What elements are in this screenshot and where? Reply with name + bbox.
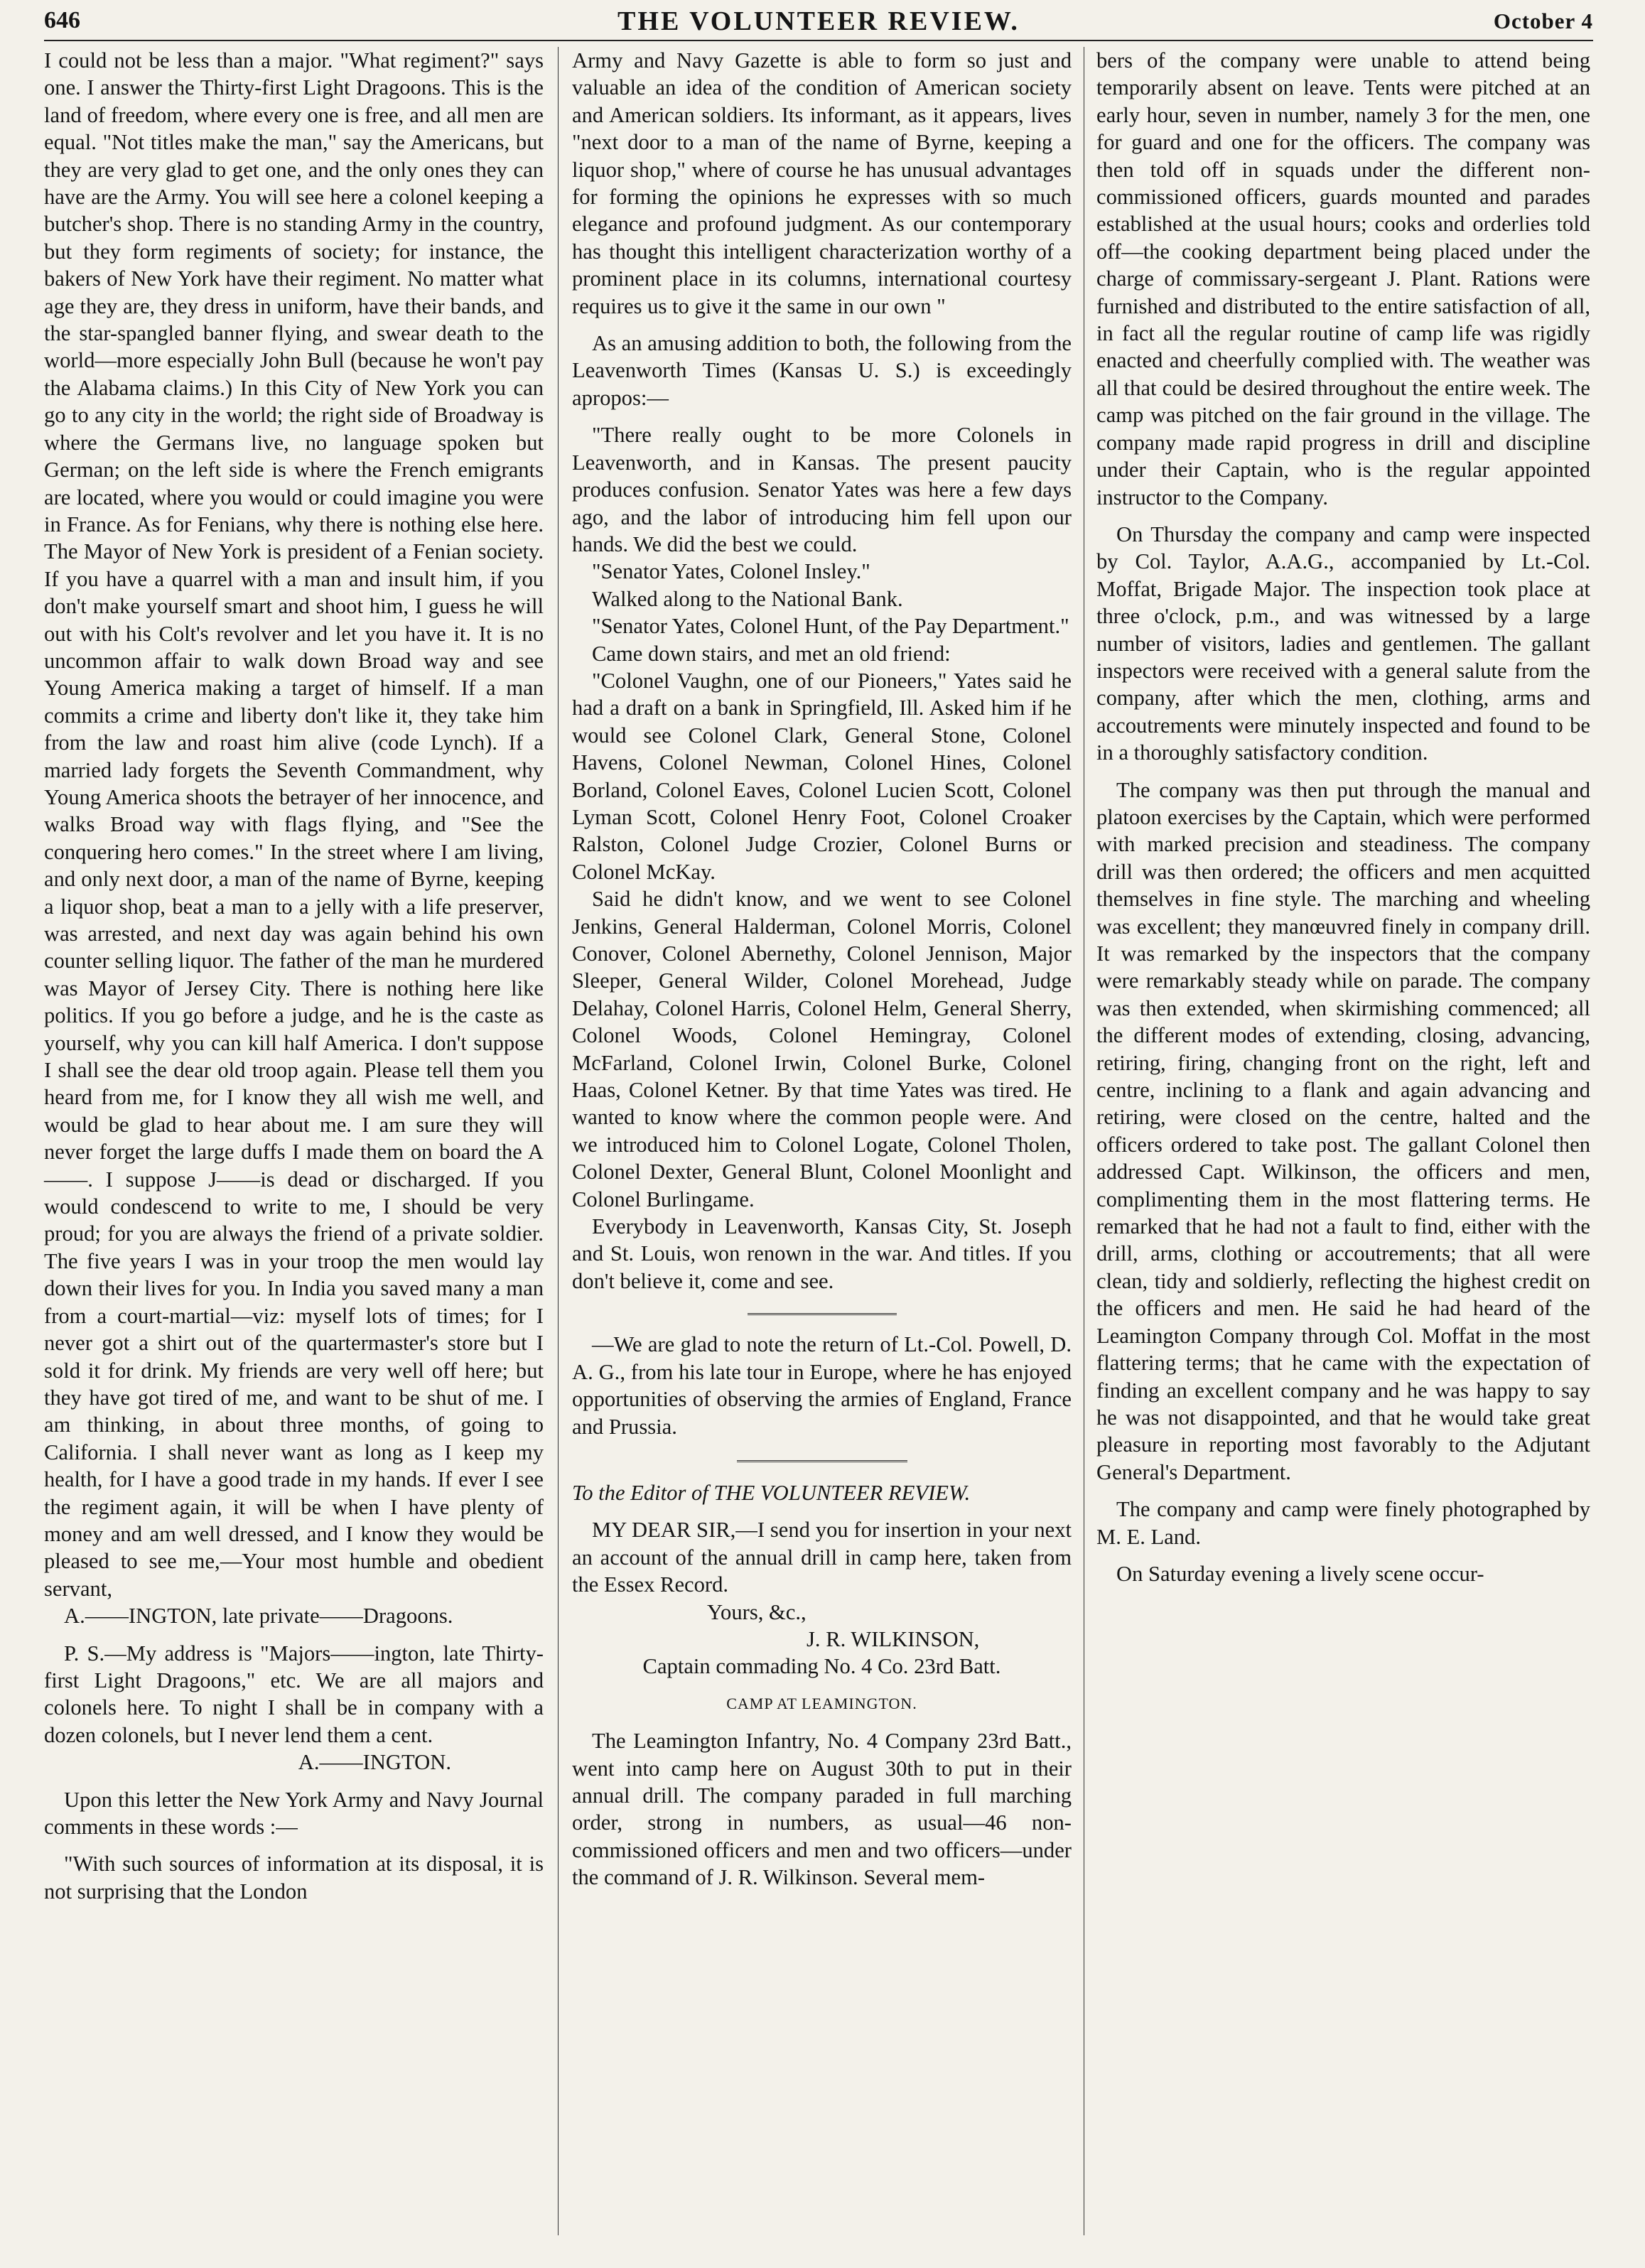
journal-comment-start: "With such sources of information at its disposal, it is not surprising that the London bbox=[44, 1852, 544, 1904]
article-paragraph: The Leamington Infantry, No. 4 Company 23rd Batt., went into camp here on August 30th to put in their annual drill. The company paraded in full marching order, strong in numbers, as usual—46 non-commissioned officers and men and two officers—under the command of J. R. Wilkinson. Several mem- bbox=[572, 1729, 1072, 1890]
column-2 bbox=[572, 47, 1072, 1891]
leavenworth-paragraph: "Senator Yates, Colonel Insley." bbox=[592, 559, 870, 584]
letter-closing: Yours, &c., bbox=[707, 1599, 807, 1624]
leavenworth-paragraph: Everybody in Leavenworth, Kansas City, St. Joseph and St. Louis, won renown in the war. And titles. If you don't believe it, come and see. bbox=[572, 1214, 1072, 1293]
journal-comment-intro: Upon this letter the New York Army and Navy Journal comments in these words :— bbox=[44, 1787, 544, 1839]
letter-body: I could not be less than a major. "What regiment?" says one. I answer the Thirty-first Light Dragoons. This is the land of freedom, where every one is free, and all men are equal. "Not titles make the man," say the Americans, but they are very glad to get one, and the only ones they can have are the Army. You will see here a colonel keeping a butcher's shop. There is no standing Army in the country, but they form regiments of society; for instance, the bakers of New York have their regiment. No matter what age they are, they dress in uniform, have their bands, and the star-spangled banner flying, and swear death to the world—more especially John Bull (because he won't pay the Alabama claims.) In this City of New York you can go to any city in the world; the right side of Broadway is where the Germans live, no language spoken but German; on the left side is where the French emigrants are located, where you would or could imagine you were in France. As for Fenians, why there is nothing else here. The Mayor of New York is president of a Fenian society. If you have a quarrel with a man and insult him, if you don't make yourself smart and shoot him, I guess he will out with his Colt's revolver and let you have it. It is no uncommon affair to walk down Broad way and see Young America making a target of himself. If a man commits a crime and liberty don't like it, they take him from the law and roast him alive (code Lynch). If a married lady forgets the Seventh Commandment, why Young America shoots the betrayer of her innocence, and walks Broad way with flags flying, and "See the conquering hero comes." In the street where I am living, and only next door, a man of the name of Byrne, keeping a liquor shop, beat a man to a jelly with a life preserver, was arrested, and next day was again behind his own counter selling liquor. The father of the man he murdered was Mayor of Jersey City. There is nothing here like politics. If you go before a judge, and he is the caste as yourself, why you can kill half America. I don't suppose I shall see the dear old troop again. Please tell them you heard from me, for I know they all wish me well, and would be glad to hear about me. I am sure they will never forget the large duffs I made them on board the A——. I suppose J——is dead or discharged. If you would condescend to write to me, I should be very proud; for you are always the friend of a private soldier. The five years I was in your troop the men would lay down their lives for you. In India you saved many a man from a court-martial—viz: myself lots of times; for I never got a shirt out of the quartermaster's store but I sold it for drink. My friends are very well off here; but they have got tired of me, and want to be shut of me. I am thinking, in about three months, of going to California. I shall never want as long as I keep my health, for I have a good trade in my hands. If ever I see the regiment again, it will be when I have plenty of money and am well dressed, and I know they would be pleased to see me,—Your most humble and obedient servant, bbox=[44, 48, 544, 1601]
leavenworth-intro: As an amusing addition to both, the following from the Leavenworth Times (Kansas U. S.) is exceedingly apropos:— bbox=[572, 331, 1072, 410]
journal-comment-continued: Army and Navy Gazette is able to form so just and valuable an idea of the condition of American society and American soldiers. Its informant, as it appears, lives "next door to a man of the name of Byrne, keeping a liquor shop," where of course he has unusual advantages for forming the opinions he expresses with so much elegance and profound judgment. As our contemporary has thought this intelligent characterization worthy of a prominent place in its columns, international courtesy requires us to give it the same in our own " bbox=[572, 48, 1072, 318]
article-heading: CAMP AT LEAMINGTON. bbox=[726, 1694, 917, 1712]
leavenworth-paragraph: "Colonel Vaughn, one of our Pioneers," Yates said he had a draft on a bank in Springfield, Ill. Asked him if he would see Colonel Clark, General Stone, Colonel Havens, Colonel Newman, Colonel Hines, Colonel Borland, Colonel Eaves, Colonel Lucien Scott, Colonel Lyman Scott, Colonel Henry Foot, Colonel Croaker Ralston, Colonel Judge Crozier, Colonel Burns or Colonel McKay. bbox=[572, 668, 1072, 884]
masthead-title: THE VOLUNTEER REVIEW. bbox=[617, 6, 1020, 36]
postscript-signature: A.——INGTON. bbox=[298, 1750, 451, 1775]
leavenworth-paragraph: Said he didn't know, and we went to see Colonel Jenkins, General Halderman, Colonel Morris, Colonel Conover, Colonel Abernethy, Colonel Jennison, Major Sleeper, General Wilder, Colonel Morehead, Judge Delahay, Colonel Harris, Colonel Helm, General Sherry, Colonel Woods, Colonel Hemingray, Colonel McFarland, Colonel Irwin, Colonel Burke, Colonel Haas, Colonel Ketner. By that time Yates was tired. He wanted to know where the common people were. And we introduced him to Colonel Logate, Colonel Tholen, Colonel Dexter, General Blunt, Colonel Moonlight and Colonel Burlingame. bbox=[572, 887, 1072, 1211]
section-rule bbox=[737, 1460, 907, 1462]
letter-heading: To the Editor of THE VOLUNTEER REVIEW. bbox=[572, 1480, 971, 1505]
issue-date: October 4 bbox=[1493, 9, 1593, 33]
leavenworth-paragraph: "Senator Yates, Colonel Hunt, of the Pay Department." bbox=[592, 614, 1069, 639]
page-header bbox=[44, 4, 1593, 41]
section-rule bbox=[748, 1313, 897, 1315]
letter-signature-title: Captain commading No. 4 Co. 23rd Batt. bbox=[642, 1654, 1001, 1679]
column-3 bbox=[1096, 47, 1590, 1587]
column-divider bbox=[558, 47, 559, 2235]
letter-signature: J. R. WILKINSON, bbox=[807, 1626, 980, 1651]
letter-body: MY DEAR SIR,—I send you for insertion in your next an account of the annual drill in camp here, taken from the Essex Record. bbox=[572, 1518, 1072, 1597]
article-paragraph: On Saturday evening a lively scene occur- bbox=[1116, 1561, 1484, 1586]
article-paragraph: bers of the company were unable to attend being temporarily absent on leave. Tents were pitched at an early hour, seven in number, namely 3 for the men, one for guard and one for the officers. The company was then told off in squads under the different non-commissioned officers, guards mounted and parades established at the usual hours; cooks and orderlies told off—the cooking department being placed under the charge of commissary-sergeant J. Plant. Rations were furnished and distributed to the entire satisfaction of all, in fact all the regular routine of camp life was rigidly enacted and cheerfully complied with. The weather was all that could be desired throughout the entire week. The camp was pitched on the fair ground in the village. The company made rapid progress in drill and discipline under their Captain, who is the regular appointed instructor to the Company. bbox=[1096, 48, 1590, 509]
leavenworth-paragraph: Came down stairs, and met an old friend: bbox=[592, 641, 951, 666]
news-item-powell: —We are glad to note the return of Lt.-Col. Powell, D. A. G., from his late tour in Europe, where he has enjoyed opportunities of observing the armies of England, France and Prussia. bbox=[572, 1332, 1072, 1439]
article-paragraph: On Thursday the company and camp were inspected by Col. Taylor, A.A.G., accompanied by Lt.-Col. Moffat, Brigade Major. The inspection took place at three o'clock, p.m., and was witnessed by a large number of visitors, ladies and gentlemen. The gallant inspectors were received with a general salute from the company, after which the men, clothing, arms and accoutrements were minutely inspected and found to be in a thoroughly satisfactory condition. bbox=[1096, 522, 1590, 765]
article-paragraph: The company was then put through the manual and platoon exercises by the Captain, which were performed with marked precision and steadiness. The company drill was then ordered; the officers and men acquitted themselves in fine style. The marching and wheeling was excellent; they manœuvred finely in company drill. It was remarked by the inspectors that the company were remarkably steady while on parade. The company was then extended, when skirmishing commenced; all the different modes of extending, closing, advancing, retiring, firing, changing front on the right, left and centre, inclining to a flank and again advancing and retiring, were closed on the centre, halted and the officers ordered to take post. The gallant Colonel then addressed Capt. Wilkinson, the officers and men, complimenting them in the most flattering terms. He remarked that he had not a fault to find, either with the drill, arms, clothing or accoutrements; that all were clean, tidy and soldierly, reflecting the highest credit on the officers and men. He said he had heard of the Leamington Company through Col. Moffat in the most flattering terms; that he came with the expectation of finding an excellent company and he was happy to say he was not disappointed, and that he would take great pleasure in reporting most favorably to the Adjutant General's Department. bbox=[1096, 777, 1590, 1484]
page-number: 646 bbox=[44, 7, 80, 33]
article-paragraph: The company and camp were finely photographed by M. E. Land. bbox=[1096, 1497, 1590, 1549]
column-1 bbox=[44, 47, 544, 1905]
leavenworth-paragraph: "There really ought to be more Colonels in Leavenworth, and in Kansas. The present paucity produces confusion. Senator Yates was here a few days ago, and the labor of introducing him fell upon our hands. We did the best we could. bbox=[572, 423, 1072, 556]
leavenworth-paragraph: Walked along to the National Bank. bbox=[592, 586, 903, 611]
letter-signature: A.——INGTON, late private——Dragoons. bbox=[64, 1604, 453, 1629]
letter-postscript: P. S.—My address is "Majors——ington, late Thirty-first Light Dragoons," etc. We are all majors and colonels here. To night I shall be in company with a dozen colonels, but I never lend them a cent. bbox=[44, 1641, 544, 1747]
